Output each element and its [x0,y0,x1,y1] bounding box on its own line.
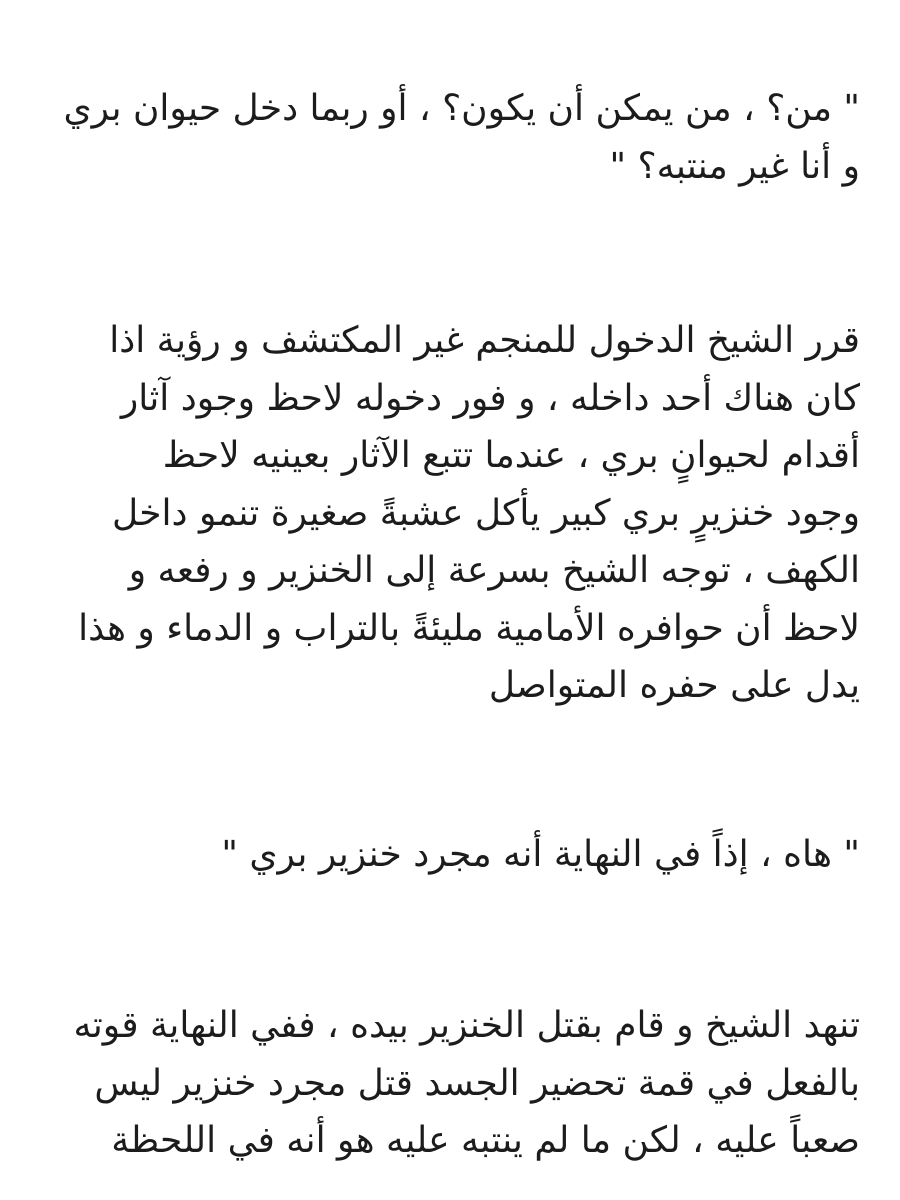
paragraph-dialogue-1 [30,80,860,195]
text-line: بالفعل في قمة تحضير الجسد قتل مجرد خنزير ليس [94,1062,860,1104]
text-line: كان هناك أحد داخله ، و فور دخوله لاحظ وجود آثار [120,377,860,419]
text-line: تنهد الشيخ و قام بقتل الخنزير بيده ، ففي النهاية قوته [73,1005,860,1046]
text-line: صعباً عليه ، لكن ما لم ينتبه عليه هو أنه في اللحظة [111,1120,860,1161]
text-line: أقدام لحيوانٍ بري ، عندما تتبع الآثار بعينيه لاحظ [162,435,860,476]
text-line: الكهف ، توجه الشيخ بسرعة إلى الخنزير و رفعه و [128,550,860,591]
paragraph-narration-2 [30,997,860,1170]
text-line: " هاه ، إذاً في النهاية أنه مجرد خنزير بري " [221,834,860,875]
text-line: وجود خنزيرٍ بري كبير يأكل عشبةً صغيرة تنمو داخل [112,492,860,534]
paragraph-dialogue-2 [30,826,860,884]
text-line: يدل على حفره المتواصل [488,665,860,706]
text-line: لاحظ أن حوافره الأمامية مليئةً بالتراب و الدماء و هذا [78,607,860,649]
text-line: " من؟ ، من يمكن أن يكون؟ ، أو ربما دخل حيوان بري [63,88,860,129]
paragraph-narration-1 [30,312,860,715]
text-line: و أنا غير منتبه؟ " [609,145,860,187]
text-line: قرر الشيخ الدخول للمنجم غير المكتشف و رؤية اذا [109,320,860,361]
